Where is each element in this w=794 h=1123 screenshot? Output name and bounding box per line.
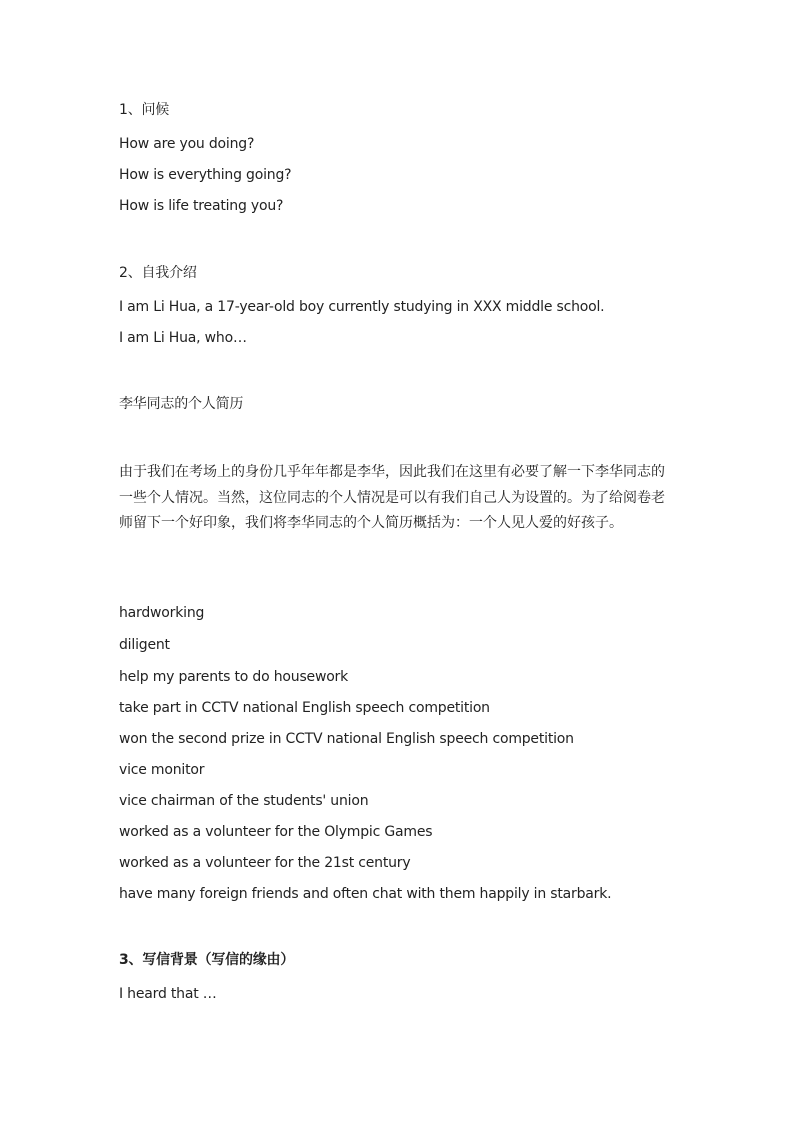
resume-item: hardworking — [119, 605, 205, 621]
resume-item: help my parents to do housework — [119, 669, 349, 685]
greeting-line: How are you doing? — [119, 136, 255, 152]
resume-item: diligent — [119, 637, 170, 653]
resume-item: worked as a volunteer for the 21st century — [119, 855, 411, 871]
resume-item: worked as a volunteer for the Olympic Games — [119, 824, 433, 840]
greeting-line: How is life treating you? — [119, 198, 284, 214]
resume-item: vice chairman of the students' union — [119, 793, 369, 809]
section-heading-greeting: 1、问候 — [119, 102, 170, 118]
background-line: I heard that … — [119, 986, 217, 1002]
resume-paragraph: 由于我们在考场上的身份几乎年年都是李华，因此我们在这里有必要了解一下李华同志的一些个人情况。当然，这位同志的个人情况是可以有我们自己人为设置的。为了给阅卷老师留下一个好印象，我们将李华同志的个人简历概括为：一个人见人爱的好孩子。 — [119, 464, 665, 531]
self-intro-line: I am Li Hua, who… — [119, 330, 247, 346]
section-heading-self-intro: 2、自我介绍 — [119, 265, 197, 281]
resume-item: vice monitor — [119, 762, 205, 778]
resume-item: have many foreign friends and often chat with them happily in starbark. — [119, 886, 612, 902]
resume-title: 李华同志的个人简历 — [119, 396, 244, 412]
section-heading-background: 3、写信背景（写信的缘由） — [119, 952, 295, 968]
resume-item: won the second prize in CCTV national English speech competition — [119, 731, 574, 747]
self-intro-line: I am Li Hua, a 17-year-old boy currently studying in XXX middle school. — [119, 299, 605, 315]
resume-item: take part in CCTV national English speech competition — [119, 700, 490, 716]
greeting-line: How is everything going? — [119, 167, 292, 183]
